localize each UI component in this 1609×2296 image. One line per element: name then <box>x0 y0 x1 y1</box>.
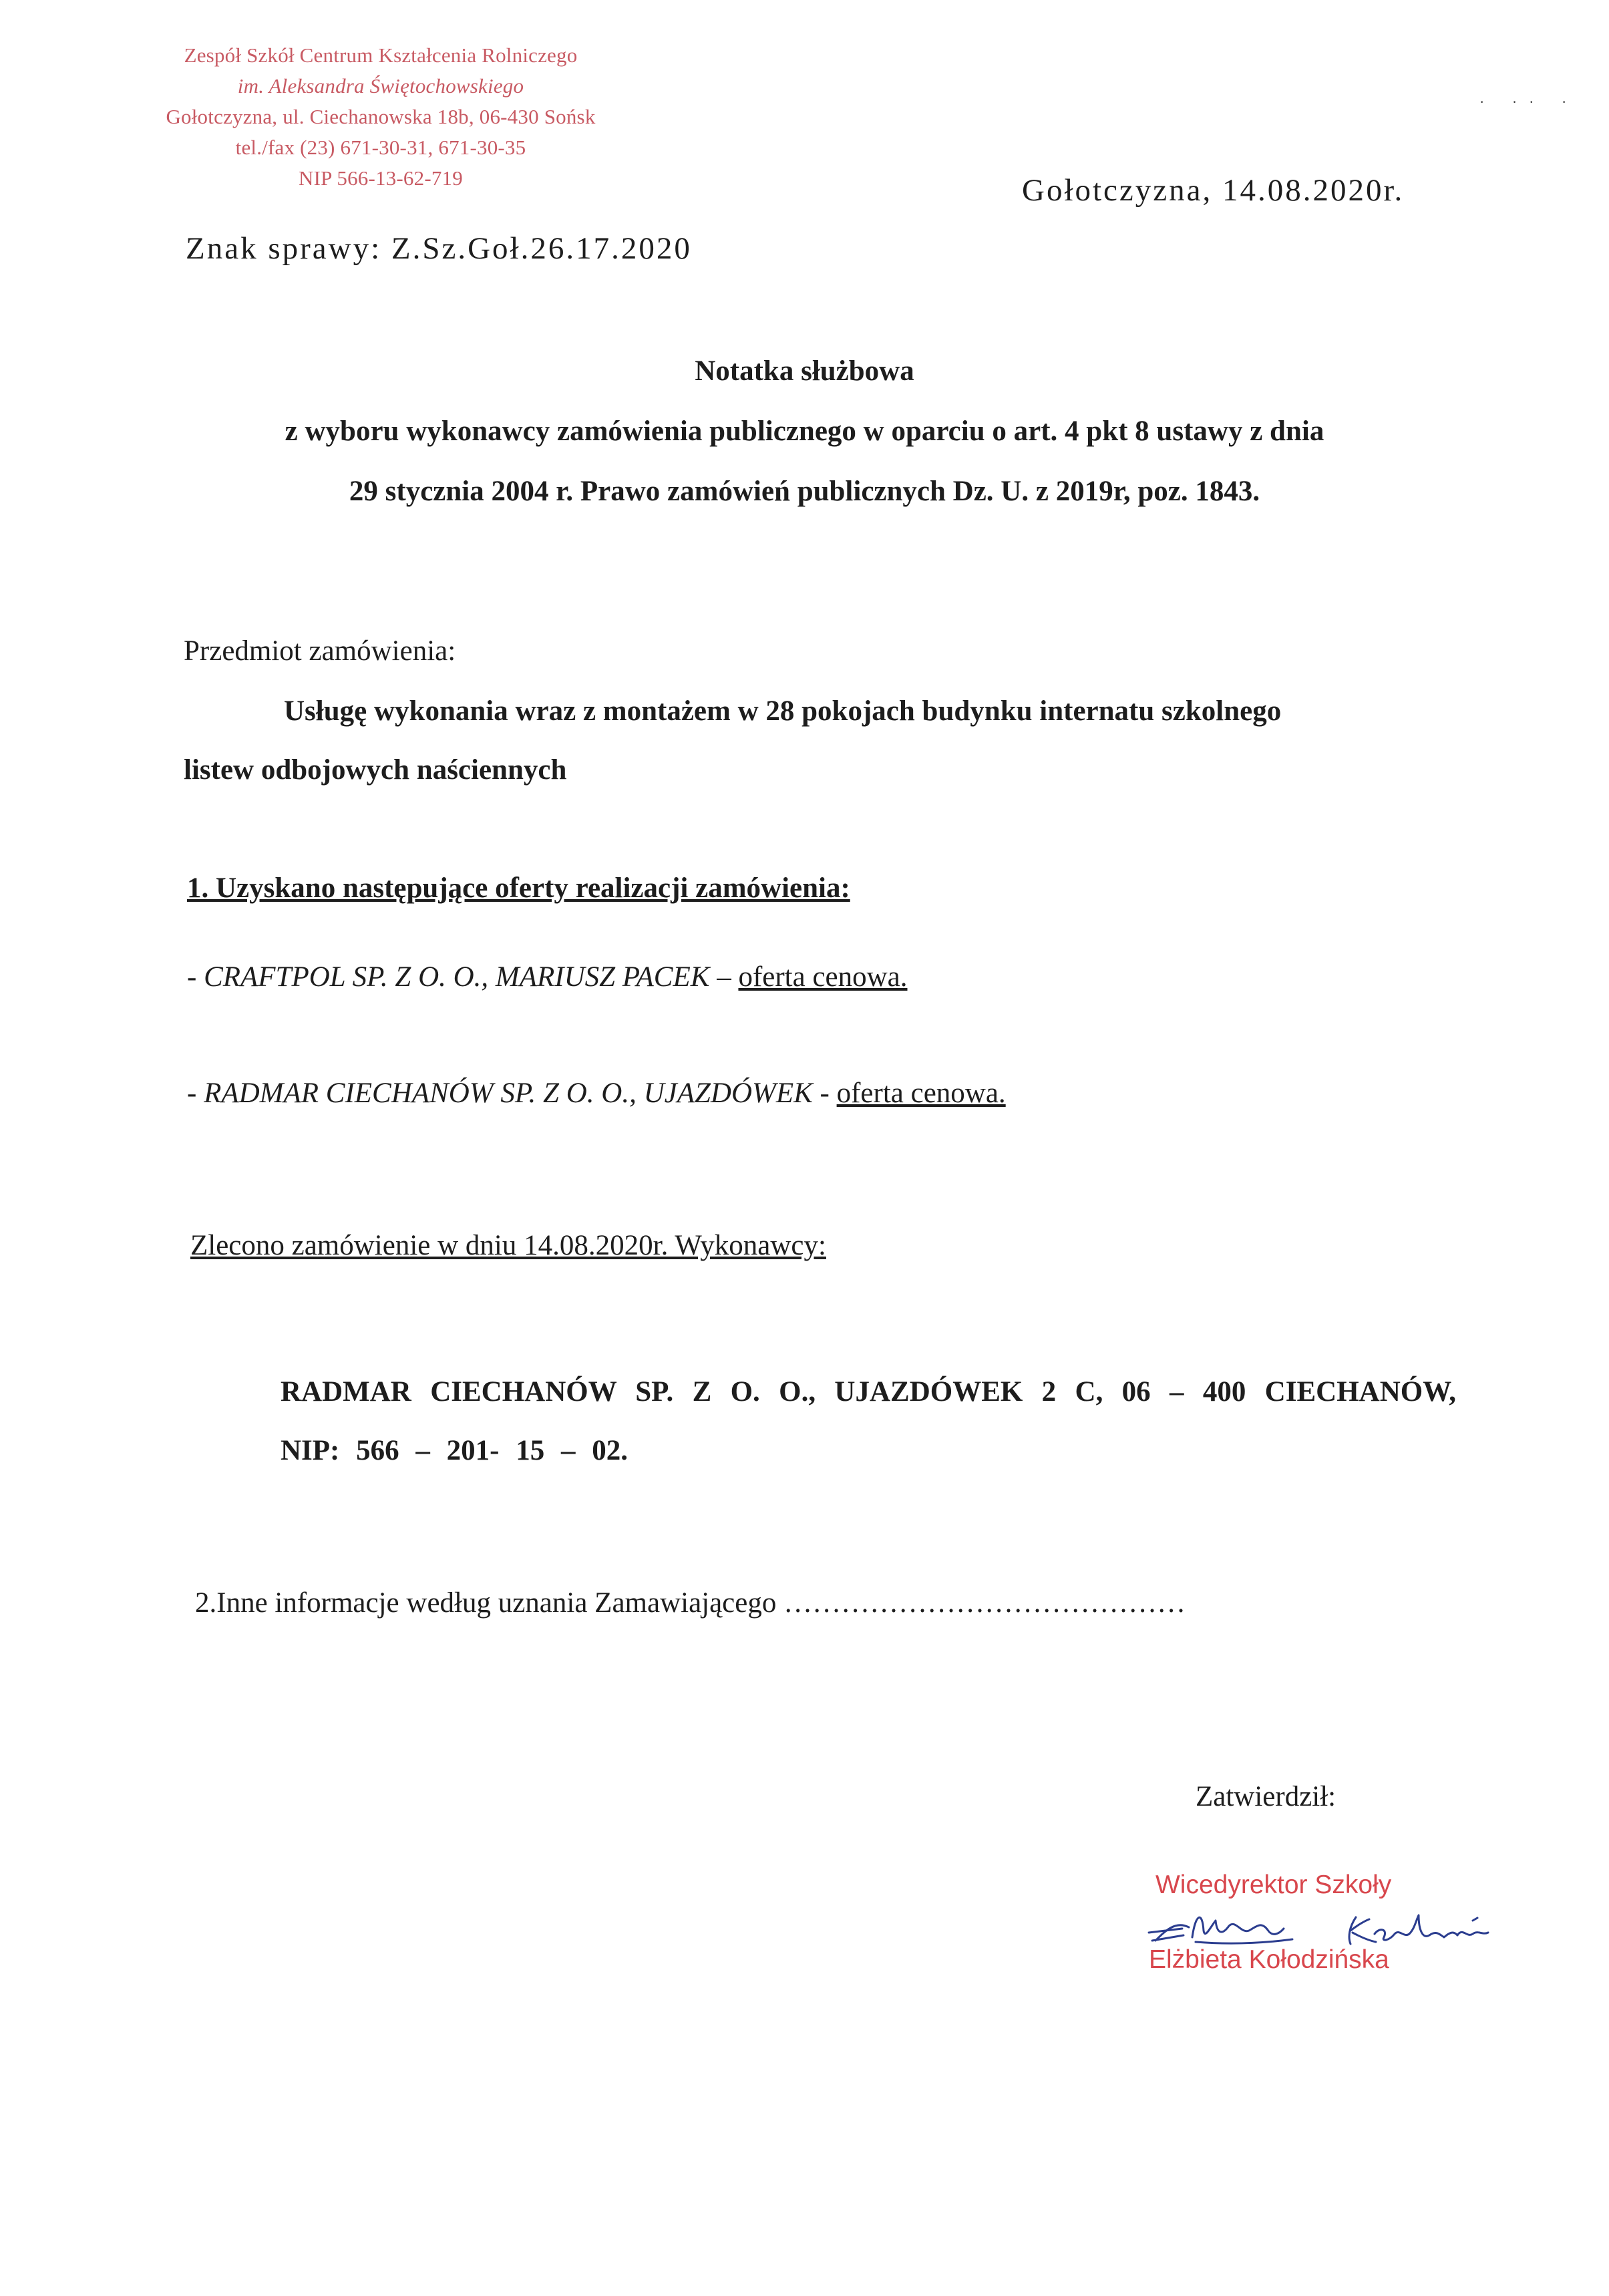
offer-item <box>187 1077 1006 1110</box>
place-date: Gołotczyzna, 14.08.2020r. <box>1022 173 1405 208</box>
offer-type: oferta cenowa. <box>836 1078 1006 1109</box>
offer-company: RADMAR CIECHANÓW SP. Z O. O., UJAZDÓWEK <box>204 1078 813 1109</box>
subject-label: Przedmiot zamówienia: <box>184 635 456 667</box>
offer-separator: – <box>709 961 739 993</box>
stamp-line-patron: im. Aleksandra Świętochowskiego <box>237 74 524 98</box>
approved-label: Zatwierdził: <box>1196 1781 1336 1812</box>
other-information: 2.Inne informacje według uznania Zamawiającego …………………………………… <box>195 1587 1186 1619</box>
signatory-role: Wicedyrektor Szkoły <box>1155 1870 1392 1899</box>
scan-specks: · ·· · <box>1479 94 1579 110</box>
offer-prefix: - <box>187 961 204 993</box>
selected-contractor: RADMAR CIECHANÓW SP. Z O. O., UJAZDÓWEK 2 C, 06 – 400 CIECHANÓW, NIP: 566 – 201- 15 – 02. <box>281 1376 1456 1466</box>
commissioned-statement: Zlecono zamówienie w dniu 14.08.2020r. Wykonawcy: <box>190 1230 826 1261</box>
stamp-line-address: Gołotczyzna, ul. Ciechanowska 18b, 06-430 Sońsk <box>166 105 596 128</box>
school-stamp <box>154 40 608 194</box>
document-subtitle-line1: z wyboru wykonawcy zamówienia publicznego w oparciu o art. 4 pkt 8 ustawy z dnia <box>285 416 1324 447</box>
document-title: Notatka służbowa <box>695 355 914 387</box>
document-subtitle-line2: 29 stycznia 2004 r. Prawo zamówień publicznych Dz. U. z 2019r, poz. 1843. <box>349 476 1260 507</box>
stamp-line-nip: NIP 566-13-62-719 <box>299 166 463 190</box>
offer-separator: - <box>812 1078 837 1109</box>
offer-company: CRAFTPOL SP. Z O. O., MARIUSZ PACEK <box>204 961 710 993</box>
signatory-name: Elżbieta Kołodzińska <box>1149 1945 1389 1974</box>
offer-prefix: - <box>187 1078 204 1109</box>
subject-text-line2: listew odbojowych naściennych <box>184 754 567 786</box>
offers-heading: 1. Uzyskano następujące oferty realizacji zamówienia: <box>187 872 850 904</box>
stamp-line-phone: tel./fax (23) 671-30-31, 671-30-35 <box>235 136 526 159</box>
subject-text-line1: Usługę wykonania wraz z montażem w 28 pokojach budynku internatu szkolnego <box>284 695 1282 727</box>
reference-number: Znak sprawy: Z.Sz.Goł.26.17.2020 <box>186 231 692 266</box>
offer-type: oferta cenowa. <box>738 961 908 993</box>
stamp-line-school: Zespół Szkół Centrum Kształcenia Rolniczego <box>184 43 578 67</box>
offer-item <box>187 961 908 993</box>
